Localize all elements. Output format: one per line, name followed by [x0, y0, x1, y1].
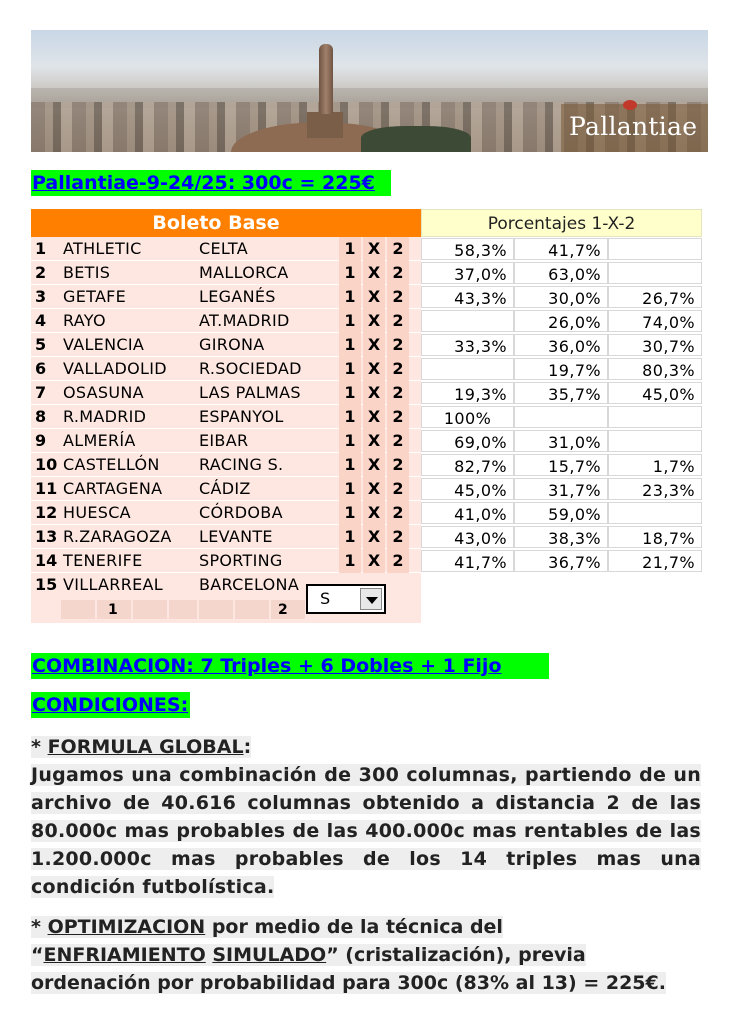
percentage-x: 35,7%	[514, 382, 608, 404]
option-1[interactable]: 1	[339, 333, 361, 357]
percentage-2	[608, 262, 702, 284]
percentage-2: 45,0%	[608, 382, 702, 404]
optimization-paragraph	[31, 913, 701, 997]
pleno-number: 15	[35, 575, 58, 594]
option-x[interactable]: X	[363, 261, 385, 285]
option-2[interactable]: 2	[387, 429, 409, 453]
percentage-1: 45,0%	[421, 478, 514, 500]
home-team: RAYO	[63, 311, 106, 330]
page-title: Pallantiae-9-24/25: 300c = 225€	[31, 170, 391, 196]
option-x[interactable]: X	[363, 333, 385, 357]
banner-statue	[319, 44, 333, 114]
home-team: BETIS	[63, 263, 111, 282]
home-team: GETAFE	[63, 287, 127, 306]
conditions-text	[31, 733, 701, 997]
percentage-x: 26,0%	[514, 310, 608, 332]
percentage-row	[421, 525, 702, 549]
home-team: ATHLETIC	[63, 239, 142, 258]
percentage-x: 31,0%	[514, 430, 608, 452]
home-team: TENERIFE	[63, 551, 143, 570]
percentage-row	[421, 501, 702, 525]
match-number: 2	[35, 263, 47, 282]
option-x[interactable]: X	[363, 453, 385, 477]
match-number: 10	[35, 455, 58, 474]
match-number: 13	[35, 527, 58, 546]
match-row	[31, 429, 421, 453]
option-1[interactable]: 1	[339, 357, 361, 381]
option-x[interactable]: X	[363, 477, 385, 501]
match-row	[31, 285, 421, 309]
match-number: 12	[35, 503, 58, 522]
percentage-2: 30,7%	[608, 334, 702, 356]
option-1[interactable]: 1	[339, 549, 361, 573]
logo-flower-icon	[623, 100, 637, 110]
option-x[interactable]: X	[363, 549, 385, 573]
optimization-text-2: ” (cristalización), previa ordenación por probabilidad para 300c (83% al 13) = 225€.	[31, 944, 666, 994]
match-number: 14	[35, 551, 58, 570]
quote-open: “	[31, 944, 44, 966]
pleno-cell	[61, 600, 95, 619]
formula-heading	[31, 733, 701, 761]
percentages-table	[421, 209, 702, 573]
match-row	[31, 525, 421, 549]
match-row	[31, 381, 421, 405]
colon: :	[243, 736, 252, 758]
pleno-cell	[235, 600, 269, 619]
option-x[interactable]: X	[363, 525, 385, 549]
option-2[interactable]: 2	[387, 357, 409, 381]
percentage-row	[421, 549, 702, 573]
match-row	[31, 549, 421, 573]
option-1[interactable]: 1	[339, 501, 361, 525]
percentage-row	[421, 405, 702, 429]
boleto-table	[31, 209, 421, 623]
percentage-row	[421, 237, 702, 261]
match-number: 9	[35, 431, 47, 450]
percentage-row	[421, 357, 702, 381]
home-team: R.ZARAGOZA	[63, 527, 172, 546]
away-team: CÓRDOBA	[199, 503, 283, 522]
option-1[interactable]: 1	[339, 237, 361, 261]
match-row	[31, 237, 421, 261]
header-banner-image	[31, 30, 708, 152]
banner-statue-base	[307, 112, 343, 138]
option-x[interactable]: X	[363, 285, 385, 309]
percentage-row	[421, 453, 702, 477]
away-team: MALLORCA	[199, 263, 289, 282]
option-2[interactable]: 2	[387, 381, 409, 405]
percentage-1	[421, 310, 514, 332]
away-team: LAS PALMAS	[199, 383, 301, 402]
percentage-1: 43,0%	[421, 526, 514, 548]
percentage-x: 36,0%	[514, 334, 608, 356]
home-team: OSASUNA	[63, 383, 144, 402]
percentage-row	[421, 285, 702, 309]
option-1[interactable]: 1	[339, 261, 361, 285]
match-row	[31, 501, 421, 525]
option-x[interactable]: X	[363, 501, 385, 525]
percentage-1: 41,0%	[421, 502, 514, 524]
formula-text: Jugamos una combinación de 300 columnas, partiendo de un archivo de 40.616 columnas obtenido a distancia 2 de las 80.000c mas probables de las 400.000c mas rentables de las 1.200.000c mas probables de los 14 triples mas una condición futbolística.	[31, 764, 701, 898]
percentage-1: 19,3%	[421, 382, 514, 404]
percentage-2	[608, 430, 702, 452]
percentage-1: 100%	[421, 406, 514, 428]
boleto-header: Boleto Base	[31, 209, 421, 237]
match-row	[31, 261, 421, 285]
percentage-x: 41,7%	[514, 238, 608, 260]
pleno-cell	[169, 600, 197, 619]
away-team: CELTA	[199, 239, 248, 258]
conditions-line: CONDICIONES:	[32, 694, 189, 716]
option-x[interactable]: X	[363, 429, 385, 453]
option-1[interactable]: 1	[339, 453, 361, 477]
banner-logo	[561, 104, 708, 152]
banner-trees	[361, 126, 471, 152]
percentage-1: 69,0%	[421, 430, 514, 452]
bullet: *	[31, 916, 48, 938]
option-2[interactable]: 2	[387, 333, 409, 357]
percentage-x: 30,0%	[514, 286, 608, 308]
match-number: 7	[35, 383, 47, 402]
option-x[interactable]: X	[363, 237, 385, 261]
option-1[interactable]: 1	[339, 429, 361, 453]
pleno-select[interactable]	[306, 584, 386, 614]
away-team: LEVANTE	[199, 527, 273, 546]
option-1[interactable]: 1	[339, 405, 361, 429]
away-team: ESPANYOL	[199, 407, 284, 426]
pleno-cell	[199, 600, 233, 619]
pleno-select-value: S	[320, 589, 331, 608]
match-number: 11	[35, 479, 58, 498]
percentage-x	[514, 406, 608, 428]
percentage-1: 41,7%	[421, 550, 514, 572]
match-row	[31, 333, 421, 357]
percentage-1: 82,7%	[421, 454, 514, 476]
percentage-x: 36,7%	[514, 550, 608, 572]
pleno-cell	[271, 600, 305, 619]
option-2[interactable]: 2	[387, 477, 409, 501]
match-number: 8	[35, 407, 47, 426]
match-row	[31, 405, 421, 429]
formula-label: FORMULA GLOBAL	[47, 736, 244, 758]
percentage-1: 43,3%	[421, 286, 514, 308]
percentage-row	[421, 309, 702, 333]
option-2[interactable]: 2	[387, 261, 409, 285]
percentage-2: 18,7%	[608, 526, 702, 548]
home-team: ALMERÍA	[63, 431, 136, 450]
bullet: *	[31, 736, 48, 758]
combination-line: COMBINACION: 7 Triples + 6 Dobles + 1 Fijo	[31, 653, 549, 679]
percentage-2: 23,3%	[608, 478, 702, 500]
percentages-rows	[421, 237, 702, 573]
percentage-2: 80,3%	[608, 358, 702, 380]
option-2[interactable]: 2	[387, 549, 409, 573]
percentage-x: 31,7%	[514, 478, 608, 500]
match-number: 5	[35, 335, 47, 354]
percentage-2: 26,7%	[608, 286, 702, 308]
pleno-away-team: BARCELONA	[199, 575, 300, 594]
option-x[interactable]: X	[363, 381, 385, 405]
match-number: 6	[35, 359, 47, 378]
percentage-x: 38,3%	[514, 526, 608, 548]
percentage-2: 74,0%	[608, 310, 702, 332]
percentage-x: 59,0%	[514, 502, 608, 524]
percentage-2: 21,7%	[608, 550, 702, 572]
away-team: CÁDIZ	[199, 479, 251, 498]
optimization-label: OPTIMIZACION	[47, 916, 206, 938]
away-team: LEGANÉS	[199, 287, 276, 306]
option-2[interactable]: 2	[387, 285, 409, 309]
percentage-2	[608, 406, 702, 428]
home-team: CARTAGENA	[63, 479, 163, 498]
match-row	[31, 477, 421, 501]
simulado-label: SIMULADO	[212, 944, 327, 966]
match-number: 1	[35, 239, 47, 258]
option-2[interactable]: 2	[387, 237, 409, 261]
home-team: VALLADOLID	[63, 359, 167, 378]
percentage-row	[421, 261, 702, 285]
pleno-goals-2: 2	[278, 602, 288, 618]
away-team: R.SOCIEDAD	[199, 359, 302, 378]
option-2[interactable]: 2	[387, 501, 409, 525]
percentage-1: 33,3%	[421, 334, 514, 356]
percentage-2	[608, 502, 702, 524]
option-x[interactable]: X	[363, 309, 385, 333]
percentage-2: 1,7%	[608, 454, 702, 476]
option-2[interactable]: 2	[387, 309, 409, 333]
percentage-1: 37,0%	[421, 262, 514, 284]
pleno-cell	[133, 600, 167, 619]
match-row	[31, 453, 421, 477]
percentage-1: 58,3%	[421, 238, 514, 260]
pleno-home-team: VILLARREAL	[63, 575, 164, 594]
percentage-2	[608, 238, 702, 260]
option-x[interactable]: X	[363, 357, 385, 381]
optimization-text-1: por medio de la técnica del	[205, 916, 503, 938]
option-x[interactable]: X	[363, 405, 385, 429]
away-team: AT.MADRID	[199, 311, 290, 330]
option-2[interactable]: 2	[387, 405, 409, 429]
option-1[interactable]: 1	[339, 309, 361, 333]
pleno-goals-1: 1	[108, 602, 118, 618]
match-number: 4	[35, 311, 47, 330]
percentage-1	[421, 358, 514, 380]
home-team: R.MADRID	[63, 407, 147, 426]
logo-text: Pallantiae	[569, 112, 698, 141]
option-2[interactable]: 2	[387, 525, 409, 549]
home-team: VALENCIA	[63, 335, 145, 354]
percentage-row	[421, 333, 702, 357]
option-2[interactable]: 2	[387, 453, 409, 477]
match-number: 3	[35, 287, 47, 306]
match-row	[31, 309, 421, 333]
home-team: HUESCA	[63, 503, 131, 522]
match-row	[31, 357, 421, 381]
percentage-row	[421, 381, 702, 405]
formula-paragraph	[31, 761, 701, 901]
away-team: SPORTING	[199, 551, 283, 570]
boleto-rows	[31, 237, 421, 573]
percentage-row	[421, 477, 702, 501]
option-1[interactable]: 1	[339, 525, 361, 549]
home-team: CASTELLÓN	[63, 455, 160, 474]
option-1[interactable]: 1	[339, 285, 361, 309]
option-1[interactable]: 1	[339, 381, 361, 405]
away-team: RACING S.	[199, 455, 284, 474]
percentages-header: Porcentajes 1-X-2	[421, 209, 702, 237]
percentage-row	[421, 429, 702, 453]
percentage-x: 63,0%	[514, 262, 608, 284]
percentage-x: 19,7%	[514, 358, 608, 380]
option-1[interactable]: 1	[339, 477, 361, 501]
away-team: EIBAR	[199, 431, 249, 450]
percentage-x: 15,7%	[514, 454, 608, 476]
away-team: GIRONA	[199, 335, 265, 354]
chevron-down-icon[interactable]	[360, 588, 382, 610]
enfriamiento-label: ENFRIAMIENTO	[43, 944, 206, 966]
